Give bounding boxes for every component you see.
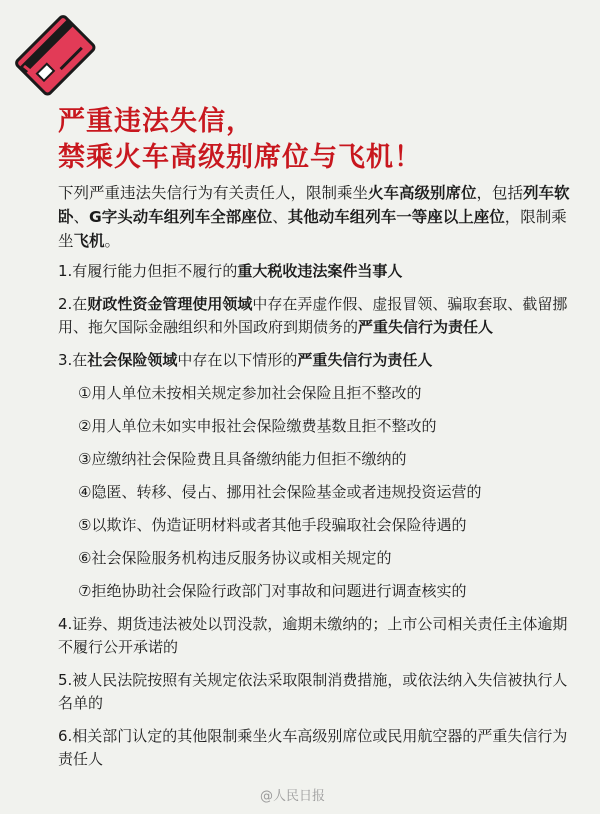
body-text: 5.被人民法院按照有关规定依法采取限制消费措施，或依法纳入失信被执行人名单的 — [58, 671, 568, 712]
list-item — [58, 613, 578, 659]
sub-list-item — [78, 481, 578, 504]
body-text: ②用人单位未如实申报社会保险缴费基数且拒不整改的 — [78, 417, 437, 435]
list-item — [58, 669, 578, 715]
emphasis-text: 飞机 — [73, 232, 105, 250]
body-text: 中存在以下情形的 — [177, 351, 298, 369]
restriction-list — [58, 260, 578, 781]
title-line-1: 严重违法失信， — [58, 106, 254, 137]
body-text: ①用人单位未按相关规定参加社会保险且拒不整改的 — [78, 384, 422, 402]
emphasis-text: 严重失信行为责任人 — [297, 351, 433, 369]
body-text: 、 — [272, 208, 288, 226]
emphasis-text: 重大税收违法案件当事人 — [237, 262, 403, 280]
list-item — [58, 349, 578, 372]
body-text: 1.有履行能力但拒不履行的 — [58, 262, 238, 280]
emphasis-text: 社会保险领域 — [87, 351, 178, 369]
title-line-2: 禁乘火车高级别席位与飞机！ — [58, 142, 422, 173]
sub-list-item — [78, 514, 578, 537]
body-text: 3.在 — [58, 351, 88, 369]
watermark: @人民日报 — [260, 789, 326, 804]
body-text: 中存在弄虚作假、虚报冒领、骗取套取、截留挪用、拖欠国际金融组织和外国政府到期债务的 — [58, 295, 568, 336]
body-text: ⑦拒绝协助社会保险行政部门对事故和问题进行调查核实的 — [78, 582, 467, 600]
body-text: 4.证券、期货违法被处以罚没款，逾期未缴纳的；上市公司相关责任主体逾期不履行公开承诺的 — [58, 615, 568, 656]
body-text: 、 — [73, 208, 90, 226]
list-item — [58, 293, 578, 339]
sub-list-item — [78, 382, 578, 405]
sub-list-item — [78, 580, 578, 603]
emphasis-text: 列车软卧 — [58, 184, 570, 226]
body-text: ⑤以欺诈、伪造证明材料或者其他手段骗取社会保险待遇的 — [78, 516, 467, 534]
body-text: ⑥社会保险服务机构违反服务协议或相关规定的 — [78, 549, 392, 567]
body-text: ，限制乘坐 — [58, 208, 567, 250]
emphasis-text: 火车高级别席位 — [368, 184, 477, 202]
sub-list-item — [78, 415, 578, 438]
list-item — [58, 260, 578, 283]
emphasis-text: 其他动车组列车一等座以上座位 — [287, 208, 505, 226]
body-text: 2.在 — [58, 295, 88, 313]
emphasis-text: 财政性资金管理使用领域 — [87, 295, 253, 313]
emphasis-text: 严重失信行为责任人 — [358, 318, 494, 336]
emphasis-text: G字头动车组列车全部座位 — [89, 208, 273, 226]
body-text: ④隐匿、转移、侵占、挪用社会保险基金或者违规投资运营的 — [78, 483, 482, 501]
page-title — [58, 104, 422, 176]
sub-list-item — [78, 448, 578, 471]
body-text: ③应缴纳社会保险费且具备缴纳能力但拒不缴纳的 — [78, 450, 407, 468]
credit-card-icon — [8, 8, 104, 104]
list-item — [58, 725, 578, 771]
body-text: 6.相关部门认定的其他限制乘坐火车高级别席位或民用航空器的严重失信行为责任人 — [58, 727, 568, 768]
body-text: ，包括 — [476, 184, 524, 202]
body-text: 下列严重违法失信行为有关责任人，限制乘坐 — [58, 184, 369, 202]
body-text: 。 — [104, 232, 121, 250]
sub-list-item — [78, 547, 578, 570]
intro-paragraph — [58, 181, 578, 253]
